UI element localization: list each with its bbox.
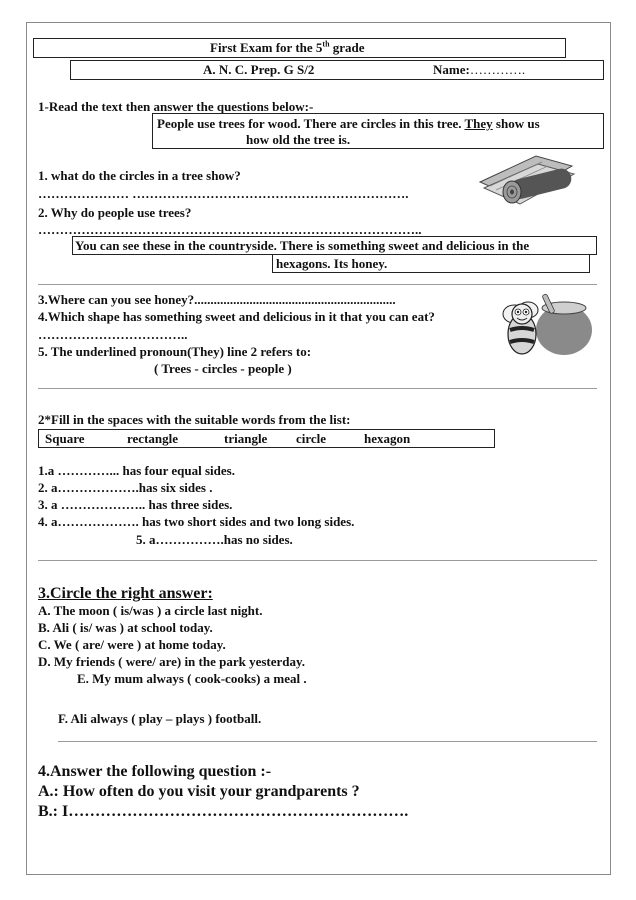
- passage1-after: show us: [492, 116, 540, 131]
- section2-heading: 2*Fill in the spaces with the suitable words from the list:: [38, 412, 351, 427]
- choice-item: F. Ali always ( play – plays ) football.: [58, 711, 262, 726]
- divider: [38, 388, 597, 389]
- fill-item: 2. a……………….has six sides .: [38, 480, 213, 495]
- passage1-before: People use trees for wood. There are circles in this tree.: [157, 116, 465, 131]
- section3-heading: 3.Circle the right answer:: [38, 585, 213, 602]
- choice-item: C. We ( are/ were ) at home today.: [38, 637, 226, 652]
- divider: [38, 560, 597, 561]
- passage1-line1: [157, 116, 540, 132]
- choice-item: A. The moon ( is/was ) a circle last night.: [38, 603, 263, 618]
- school-name: A. N. C. Prep. G S/2: [203, 62, 315, 77]
- worksheet-page: [26, 22, 611, 875]
- bee-honey-pot-icon: [498, 290, 598, 362]
- answer-line-4: ……………………………..: [38, 327, 188, 342]
- word-bank-item: triangle: [224, 431, 268, 446]
- divider: [58, 741, 597, 742]
- section1-heading: 1-Read the text then answer the questions below:-: [38, 99, 314, 114]
- passage2-line2: hexagons. Its honey.: [276, 256, 388, 271]
- question-5-options: ( Trees - circles - people ): [154, 361, 292, 376]
- question-4: 4.Which shape has something sweet and delicious in it that you can eat?: [38, 309, 435, 324]
- name-field: [433, 62, 525, 78]
- answer-line-1: ………………… ……………………………………………………….: [38, 186, 409, 201]
- word-bank-item: hexagon: [364, 431, 411, 446]
- divider: [38, 284, 597, 285]
- choice-item: B. Ali ( is/ was ) at school today.: [38, 620, 213, 635]
- word-bank-item: rectangle: [127, 431, 179, 446]
- answer-line-2: ……………………………………………………………………………..: [38, 222, 422, 237]
- word-bank-item: Square: [45, 431, 85, 446]
- name-label: Name:: [433, 62, 470, 77]
- passage1-line2: how old the tree is.: [246, 132, 351, 147]
- fill-item: 3. a ……………….. has three sides.: [38, 497, 233, 512]
- fill-item: 4. a………………. has two short sides and two long sides.: [38, 514, 355, 529]
- title-sup: th: [322, 39, 330, 49]
- fill-item: 1.a …………... has four equal sides.: [38, 463, 235, 478]
- title-end: grade: [329, 40, 365, 55]
- name-dots: ………….: [469, 62, 526, 77]
- question-1: 1. what do the circles in a tree show?: [38, 168, 241, 183]
- title-main: First Exam for the 5: [210, 40, 323, 55]
- passage1-they: They: [464, 116, 493, 131]
- question-5: 5. The underlined pronoun(They) line 2 refers to:: [38, 344, 312, 359]
- wood-log-icon: [476, 152, 586, 208]
- question-3: 3.Where can you see honey?..............................................................: [38, 292, 396, 307]
- passage2-line1: You can see these in the countryside. There is something sweet and delicious in the: [75, 238, 530, 253]
- word-bank-item: circle: [296, 431, 327, 446]
- fill-item: 5. a…………….has no sides.: [136, 532, 293, 547]
- page-title: [210, 40, 365, 56]
- section4-question: A.: How often do you visit your grandparents ?: [38, 783, 360, 800]
- choice-item: D. My friends ( were/ are) in the park yesterday.: [38, 654, 306, 669]
- question-2: 2. Why do people use trees?: [38, 205, 192, 220]
- section4-answer: B.: I……………………………………………………….: [38, 803, 409, 820]
- section4-heading: 4.Answer the following question :-: [38, 763, 272, 780]
- choice-item: E. My mum always ( cook-cooks) a meal .: [77, 671, 307, 686]
